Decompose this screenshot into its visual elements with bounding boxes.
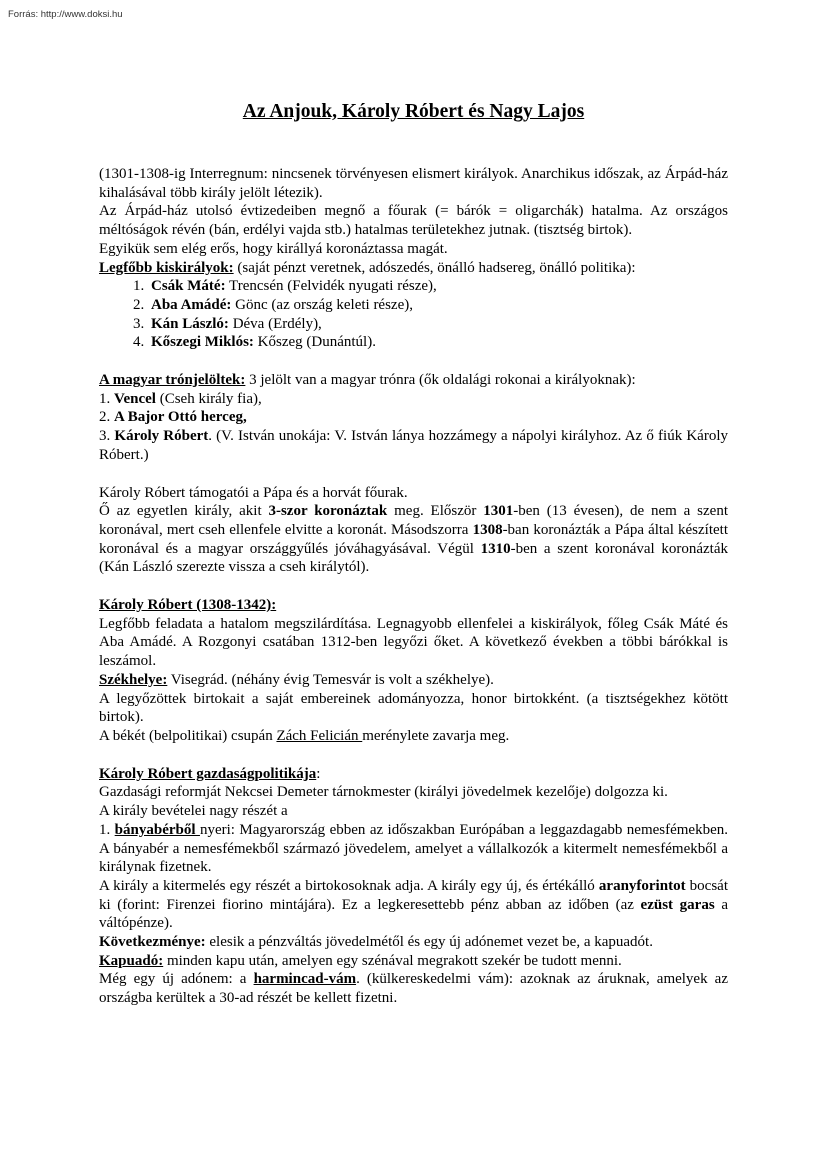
- gazdasag-section: [99, 765, 728, 784]
- text-run: -ben (13 évesen), de nem a szent koronával, mert cseh ellenfele elvitte a koronát. Másodszorra: [99, 503, 728, 538]
- text-run: a váltópénze).: [99, 896, 728, 932]
- kiskiraly-name: Csák Máté:: [151, 278, 226, 295]
- candidate-2: [99, 408, 728, 427]
- kiskiralyok-section: [99, 259, 728, 278]
- list-item: [148, 333, 728, 352]
- bold-run: 3-szor koronáztak: [268, 503, 388, 520]
- supporters: Károly Róbert támogatói a Pápa és a horvát főurak.: [99, 484, 408, 501]
- list-item: [148, 315, 728, 334]
- bold-run: 1308: [472, 521, 503, 538]
- gazdasag-kapuado: [99, 952, 728, 971]
- text-run: Még egy új adónem: a: [99, 971, 254, 988]
- karoly-peace: [99, 727, 728, 746]
- text-run: minden kapu után, amelyen egy szénával megrakott szekér be tudott menni.: [163, 952, 622, 969]
- kiskiraly-text: Trencsén (Felvidék nyugati része),: [225, 278, 437, 295]
- candidate-text: (Cseh király fia),: [155, 390, 262, 407]
- gazdasag-heading: Károly Róbert gazdaságpolitikája: [99, 765, 317, 782]
- karoly-seat: [99, 671, 728, 690]
- bold-run: 1301: [483, 503, 514, 520]
- text-run: Ő az egyetlen király, akit: [99, 503, 269, 520]
- source-line: Forrás: http://www.doksi.hu: [8, 9, 123, 20]
- candidate-name: A Bajor Ottó herceg,: [114, 409, 247, 426]
- kiskiralyok-heading: Legfőbb kiskirályok:: [99, 259, 234, 276]
- bold-underlined-run: bányabérből: [114, 821, 200, 838]
- bold-run: Következménye:: [99, 934, 206, 951]
- list-item: [148, 296, 728, 315]
- tronjeloltek-desc: 3 jelölt van a magyar trónra (ők oldalági rokonai a királyoknak):: [245, 372, 636, 389]
- kiskiraly-text: Déva (Erdély),: [228, 315, 322, 332]
- gazdasag-gold: [99, 877, 728, 933]
- document-body: [99, 165, 728, 1008]
- coronations: [99, 502, 728, 577]
- bold-underlined-run: Kapuadó:: [99, 952, 164, 969]
- seat-label: Székhelye:: [99, 671, 168, 688]
- text-run: meg. Először: [387, 503, 484, 520]
- text-run: elesik a pénzváltás jövedelmétől és egy új adónemet vezet be, a kapuadót.: [205, 934, 653, 951]
- candidate-name: Károly Róbert: [114, 428, 209, 445]
- bold-run: ezüst garas: [640, 896, 715, 913]
- intro-interregnum: (1301-1308-ig Interregnum: nincsenek törvényesen elismert királyok. Anarchikus időszak, az Árpád-ház kihalásával több király jelölt létezik).: [99, 166, 728, 201]
- gazdasag-revenue: A király bevételei nagy részét a: [99, 803, 288, 820]
- candidate-1: [99, 390, 728, 409]
- candidate-number: 2.: [99, 409, 114, 426]
- bold-run: aranyforintot: [598, 877, 686, 894]
- text-run: A békét (belpolitikai) csupán: [99, 727, 277, 744]
- heading-colon: :: [316, 765, 321, 782]
- text-run: -ben a szent koronával koronázták (Kán László szerezte vissza a cseh királytól).: [99, 540, 728, 576]
- karoly-heading: Károly Róbert (1308-1342):: [99, 597, 277, 614]
- underlined-name: Zách Felicián: [276, 727, 363, 744]
- gazdasag-consequence: [99, 933, 728, 952]
- list-item: [148, 277, 728, 296]
- text-run: . (külkereskedelmi vám): azoknak az áruknak, amelyek az országba kerültek a 30-ad részét be kellett fizetni.: [99, 971, 728, 1007]
- gazdasag-mining: [99, 821, 728, 877]
- kiskiraly-name: Kőszegi Miklós:: [151, 334, 254, 351]
- text-run: -ban koronázták a Pápa által készített koronával és a magyar országgyűlés jóváhagyásával. Végül: [99, 521, 729, 557]
- bold-run: 1310: [480, 540, 511, 557]
- kiskiraly-name: Aba Amádé:: [151, 296, 232, 313]
- gazdasag-harmincad: [99, 970, 728, 1007]
- candidate-3: [99, 427, 728, 464]
- karoly-task: Legfőbb feladata a hatalom megszilárdítása. Legnagyobb ellenfelei a kiskirályok, főleg Csák Máté és Aba Amádé. A Rozgonyi csatában 1312-ben legyőzi őket. A következő években a többi bárókkal is leszámol.: [99, 615, 728, 670]
- tronjeloltek-heading: A magyar trónjelöltek:: [99, 372, 246, 389]
- kiskiraly-name: Kán László:: [151, 315, 229, 332]
- text-run: merénylete zavarja meg.: [362, 727, 510, 744]
- candidate-number: 3.: [99, 428, 115, 445]
- text-run: A király a kitermelés egy részét a birtokosoknak adja. A király egy új, és értékálló: [99, 877, 599, 894]
- bold-underlined-run: harmincad-vám: [253, 971, 357, 988]
- text-run: 1.: [99, 821, 115, 838]
- seat-text: Visegrád. (néhány évig Temesvár is volt a székhelye).: [167, 671, 494, 688]
- text-run: bocsát ki (forint: Firenzei fiorino mintájára). Ez a legkeresettebb pénz abban az időben (az: [99, 877, 728, 913]
- candidate-name: Vencel: [114, 390, 156, 407]
- text-run: nyeri: Magyarország ebben az időszakban Európában a leggazdagabb nemesfémekben. A bányabér a nemesfémekből származó jövedelem, amelyet a vállalkozók a kitermelt nemesfémekből a királynak fizetnek.: [99, 821, 729, 876]
- karoly-estates: A legyőzöttek birtokait a saját embereinek adományozza, honor birtokként. (a tisztségekhez kötött birtok).: [99, 690, 728, 726]
- kiskiralyok-desc: (saját pénzt veretnek, adószedés, önálló hadsereg, önálló politika):: [233, 259, 636, 276]
- tronjeloltek-section: [99, 371, 728, 390]
- document-title: Az Anjouk, Károly Róbert és Nagy Lajos: [242, 101, 585, 122]
- gazdasag-reform: Gazdasági reformját Nekcsei Demeter tárnokmester (királyi jövedelmek kezelője) dolgozza ki.: [99, 784, 668, 801]
- kiskiralyok-list: [99, 277, 728, 352]
- candidate-text: . (V. István unokája: V. István lánya hozzámegy a nápolyi királyhoz. Az ő fiúk Károly Róbert.): [99, 428, 728, 463]
- candidate-number: 1.: [99, 390, 114, 407]
- intro-none-strong: Egyikük sem elég erős, hogy királlyá koronáztassa magát.: [99, 240, 448, 257]
- kiskiraly-text: Kőszeg (Dunántúl).: [253, 334, 376, 351]
- karoly-section: [99, 596, 728, 615]
- intro-oligarchs: Az Árpád-ház utolsó évtizedeiben megnő a főurak (= bárók = oligarchák) hatalma. Az országos méltóságok révén (bán, erdélyi vajda stb.) hatalmas területekhez jutnak. (tisztség birtok).: [99, 203, 728, 239]
- kiskiraly-text: Gönc (az ország keleti része),: [231, 296, 413, 313]
